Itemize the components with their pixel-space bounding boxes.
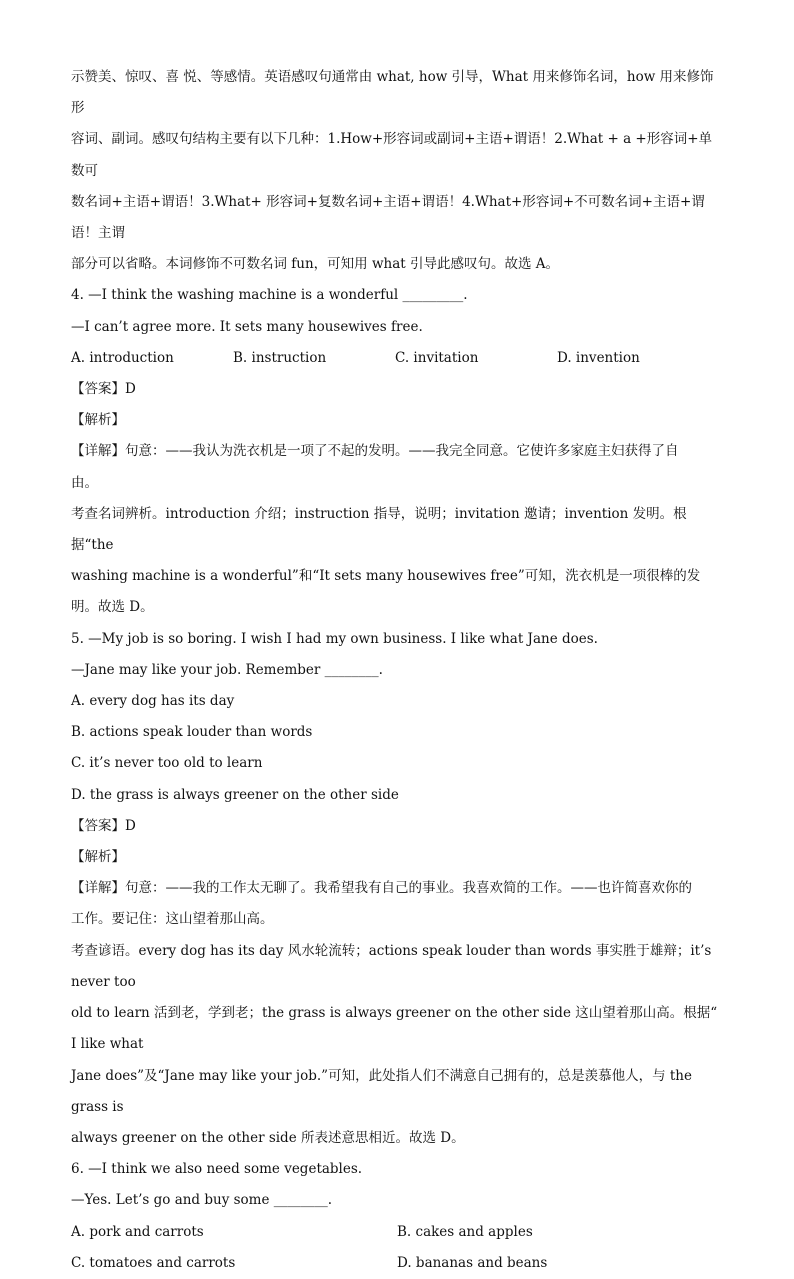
text-line: 数名词+主语+谓语！3.What+ 形容词+复数名词+主语+谓语！4.What+形容词+不可数名词+主语+谓语！主谓	[71, 193, 705, 242]
answer-label: 【答案】D	[71, 381, 136, 398]
detail-line: Jane does”及“Jane may like your job.”可知，此处指人们不满意自己拥有的，总是羡慕他人，与 the grass is	[71, 1067, 692, 1115]
question-6	[71, 1154, 725, 1279]
option-c: C. it’s never too old to learn	[71, 755, 263, 772]
detail-line: 考查名词辨析。introduction 介绍；instruction 指导，说明；invitation 邀请；invention 发明。根据“the	[71, 505, 687, 554]
option-d: D. bananas and beans	[397, 1254, 548, 1271]
option-a: A. pork and carrots	[71, 1223, 204, 1240]
question-4	[71, 280, 725, 623]
analysis-label: 【解析】	[71, 412, 125, 429]
option-a: A. every dog has its day	[71, 693, 235, 710]
detail-line: always greener on the other side 所表述意思相近。故选 D。	[71, 1129, 465, 1146]
question-reply: —Yes. Let’s go and buy some ________.	[71, 1192, 333, 1209]
question-reply: —Jane may like your job. Remember ________.	[71, 661, 383, 678]
option-d: D. the grass is always greener on the other side	[71, 786, 399, 803]
question-stem: 4. —I think the washing machine is a wonderful _________.	[71, 287, 468, 304]
option-b: B. actions speak louder than words	[71, 724, 313, 741]
detail-line: 工作。要记住：这山望着那山高。	[71, 911, 274, 928]
detail-line: washing machine is a wonderful”和“It sets many housewives free”可知，洗衣机是一项很棒的发明。故选 D。	[71, 568, 701, 616]
detail-line: 由。	[71, 474, 98, 491]
intro-explanation	[71, 62, 725, 280]
option-b: B. instruction	[233, 349, 327, 366]
options-row	[71, 1217, 725, 1248]
question-stem: 5. —My job is so boring. I wish I had my own business. I like what Jane does.	[71, 630, 598, 647]
option-d: D. invention	[557, 349, 640, 366]
question-5	[71, 624, 725, 1154]
option-a: A. introduction	[71, 349, 174, 366]
options-row	[71, 1248, 725, 1279]
detail-line: 考查谚语。every dog has its day 风水轮流转；actions speak louder than words 事实胜于雄辩；it’s never too	[71, 942, 712, 990]
detail-line: 【详解】句意：——我的工作太无聊了。我希望我有自己的事业。我喜欢简的工作。——也许简喜欢你的	[71, 880, 692, 897]
option-b: B. cakes and apples	[397, 1223, 533, 1240]
analysis-label: 【解析】	[71, 849, 125, 866]
detail-line: 【详解】句意：——我认为洗衣机是一项了不起的发明。——我完全同意。它使许多家庭主妇获得了自	[71, 443, 679, 460]
document-page	[71, 62, 725, 1279]
text-line: 示赞美、惊叹、喜 悦、等感情。英语感叹句通常由 what, how 引导，What 用来修饰名词，how 用来修饰形	[71, 69, 714, 117]
option-c: C. tomatoes and carrots	[71, 1254, 236, 1271]
answer-label: 【答案】D	[71, 817, 136, 834]
text-line: 部分可以省略。本词修饰不可数名词 fun，可知用 what 引导此感叹句。故选 A。	[71, 256, 560, 273]
question-reply: —I can’t agree more. It sets many housewives free.	[71, 318, 423, 335]
text-line: 容词、副词。感叹句结构主要有以下几种：1.How+形容词或副词+主语+谓语！2.What + a +形容词+单数可	[71, 131, 713, 179]
options-row	[71, 343, 725, 374]
option-c: C. invitation	[395, 349, 479, 366]
question-stem: 6. —I think we also need some vegetables.	[71, 1161, 363, 1178]
detail-line: old to learn 活到老，学到老；the grass is always greener on the other side 这山望着那山高。根据“ I like what	[71, 1005, 718, 1053]
